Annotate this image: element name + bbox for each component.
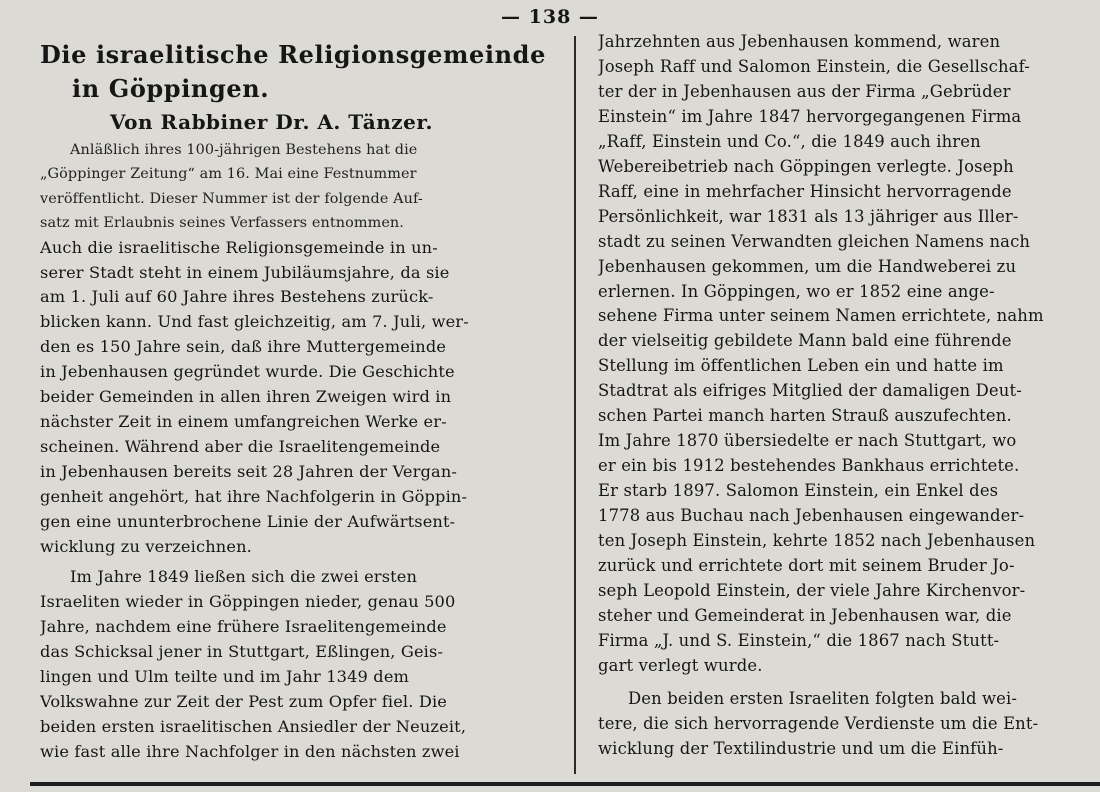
text-line: Er starb 1897. Salomon Einstein, ein Enkel des: [598, 481, 999, 501]
text-line: beiden ersten israelitischen Ansiedler der Neuzeit,: [40, 716, 467, 736]
text-line: Den beiden ersten Israeliten folgten bald wei-: [628, 688, 1018, 708]
text-line: gart verlegt wurde.: [598, 655, 763, 675]
text-line: Persönlichkeit, war 1831 als 13 jähriger aus Iller-: [598, 206, 1019, 226]
text-line: serer Stadt steht in einem Jubiläumsjahre, da sie: [40, 262, 450, 282]
column-divider: [574, 36, 576, 774]
text-line: zurück und errichtete dort mit seinem Bruder Jo-: [598, 556, 1015, 576]
page-number: — 138 —: [501, 6, 599, 28]
text-line: Jahre, nachdem eine frühere Israelitengemeinde: [40, 617, 447, 637]
intro-note: [40, 138, 550, 236]
text-line: sehene Firma unter seinem Namen errichtete, nahm: [598, 306, 1044, 326]
article-title-line-1: Die israelitische Religionsgemeinde: [40, 40, 546, 69]
paragraph: [40, 236, 550, 560]
text-line: Raff, eine in mehrfacher Hinsicht hervorragende: [598, 181, 1012, 201]
text-line: stadt zu seinen Verwandten gleichen Namens nach: [598, 231, 1031, 251]
bottom-rule: [30, 782, 1100, 786]
intro-line: satz mit Erlaubnis seines Verfassers entnommen.: [40, 215, 404, 232]
text-line: seph Leopold Einstein, der viele Jahre Kirchenvor-: [598, 580, 1026, 600]
text-line: Jebenhausen gekommen, um die Handweberei zu: [598, 256, 1017, 276]
text-line: wicklung der Textilindustrie und um die Einfüh-: [598, 738, 1004, 758]
text-line: 1778 aus Buchau nach Jebenhausen eingewander-: [598, 506, 1025, 526]
article-title-line-2: in Göppingen.: [72, 74, 270, 103]
text-line: ten Joseph Einstein, kehrte 1852 nach Jebenhausen: [598, 531, 1036, 551]
text-line: Jahrzehnten aus Jebenhausen kommend, waren: [598, 32, 1001, 51]
text-line: genheit angehört, hat ihre Nachfolgerin in Göppin-: [40, 486, 468, 506]
text-line: blicken kann. Und fast gleichzeitig, am 7. Juli, wer-: [40, 312, 469, 332]
text-line: nächster Zeit in einem umfangreichen Werke er-: [40, 411, 447, 431]
intro-line: veröffentlicht. Dieser Nummer ist der folgende Auf-: [40, 190, 423, 207]
text-line: Einstein“ im Jahre 1847 hervorgegangenen Firma: [598, 106, 1022, 126]
text-line: schen Partei manch harten Strauß auszufechten.: [598, 406, 1012, 426]
article-title: [40, 38, 550, 106]
paragraph: [598, 30, 1088, 679]
intro-line: „Göppinger Zeitung“ am 16. Mai eine Festnummer: [40, 166, 417, 183]
right-column: [598, 30, 1088, 762]
text-line: Volkswahne zur Zeit der Pest zum Opfer fiel. Die: [40, 691, 448, 711]
text-line: „Raff, Einstein und Co.“, die 1849 auch ihren: [598, 131, 981, 151]
paragraph: [598, 687, 1088, 762]
text-line: Stadtrat als eifriges Mitglied der damaligen Deut-: [598, 381, 1022, 401]
text-line: beider Gemeinden in allen ihren Zweigen wird in: [40, 387, 452, 407]
article-byline: Von Rabbiner Dr. A. Tänzer.: [110, 110, 434, 134]
text-line: erlernen. In Göppingen, wo er 1852 eine ange-: [598, 281, 995, 301]
text-line: Firma „J. und S. Einstein,“ die 1867 nach Stutt-: [598, 630, 1000, 650]
text-line: ter der in Jebenhausen aus der Firma „Gebrüder: [598, 81, 1011, 101]
text-line: wie fast alle ihre Nachfolger in den nächsten zwei: [40, 741, 460, 761]
intro-line: Anläßlich ihres 100-jährigen Bestehens hat die: [70, 142, 418, 158]
text-line: Israeliten wieder in Göppingen nieder, genau 500: [40, 592, 456, 612]
text-line: Joseph Raff und Salomon Einstein, die Gesellschaf-: [598, 56, 1030, 76]
text-line: lingen und Ulm teilte und im Jahr 1349 dem: [40, 667, 410, 687]
text-line: am 1. Juli auf 60 Jahre ihres Bestehens zurück-: [40, 287, 434, 307]
text-line: in Jebenhausen gegründet wurde. Die Geschichte: [40, 362, 455, 382]
left-column: [40, 30, 550, 765]
text-line: wicklung zu verzeichnen.: [40, 536, 252, 556]
text-line: Webereibetrieb nach Göppingen verlegte. Joseph: [598, 156, 1014, 176]
text-line: steher und Gemeinderat in Jebenhausen war, die: [598, 605, 1012, 625]
text-line: Im Jahre 1849 ließen sich die zwei ersten: [70, 567, 418, 587]
text-line: gen eine ununterbrochene Linie der Aufwärtsent-: [40, 511, 456, 531]
text-line: der vielseitig gebildete Mann bald eine führende: [598, 331, 1012, 351]
text-line: das Schicksal jener in Stuttgart, Eßlingen, Geis-: [40, 642, 444, 662]
text-line: Im Jahre 1870 übersiedelte er nach Stuttgart, wo: [598, 431, 1017, 451]
text-line: tere, die sich hervorragende Verdienste um die Ent-: [598, 713, 1039, 733]
text-line: in Jebenhausen bereits seit 28 Jahren der Vergan-: [40, 461, 458, 481]
paragraph: [40, 565, 550, 764]
text-line: er ein bis 1912 bestehendes Bankhaus errichtete.: [598, 456, 1020, 476]
text-line: Stellung im öffentlichen Leben ein und hatte im: [598, 356, 1004, 376]
text-line: scheinen. Während aber die Israelitengemeinde: [40, 436, 441, 456]
text-line: Auch die israelitische Religionsgemeinde in un-: [40, 237, 438, 257]
text-line: den es 150 Jahre sein, daß ihre Muttergemeinde: [40, 337, 447, 357]
